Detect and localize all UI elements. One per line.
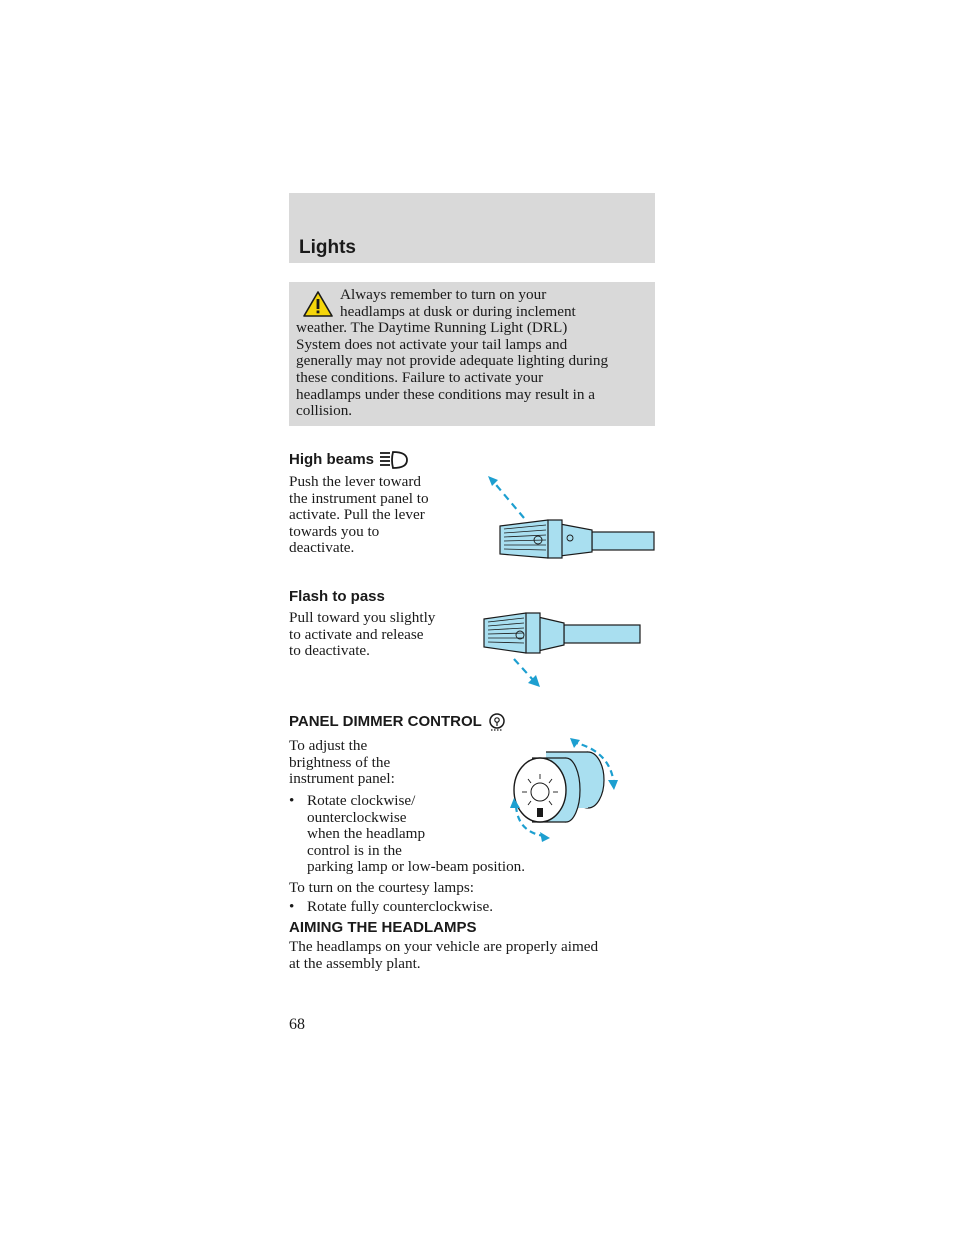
dimmer-knob-illustration [500,732,626,844]
courtesy-intro: To turn on the courtesy lamps: [289,879,474,896]
flash-to-pass-heading: Flash to pass [289,588,385,605]
warning-text: Always remember to turn on your headlamps at dusk or during inclement weather. The Daytime Running Light (DRL) System does not activate your tail lamps and generally may not provide adequate lighting during these conditions. Failure to activate your headlamps under these conditions may result in a collision. [296,286,609,420]
flash-to-pass-text: Pull toward you slightly to activate and release to deactivate. [289,609,436,660]
high-beam-icon [378,450,410,470]
panel-dimmer-intro: To adjust the brightness of the instrument panel: [289,737,395,788]
section-header [289,193,655,263]
aiming-text: The headlamps on your vehicle are properly aimed at the assembly plant. [289,938,599,972]
aiming-heading: AIMING THE HEADLAMPS [289,919,477,936]
flash-to-pass-lever-illustration [480,605,648,695]
page-number: 68 [289,1016,305,1033]
high-beams-text: Push the lever toward the instrument panel to activate. Pull the lever towards you to deactivate. [289,473,429,557]
high-beams-heading: High beams [289,450,410,470]
panel-dimmer-heading: PANEL DIMMER CONTROL [289,712,508,732]
dimmer-bullet-1: • Rotate clockwise/ ounterclockwise when the headlamp control is in the parking lamp or low-beam position. [289,792,526,876]
section-title: Lights [299,237,356,258]
warning-box [289,282,655,426]
dimmer-bullet-2: • Rotate fully counterclockwise. [289,898,493,915]
panel-dimmer-icon [486,712,508,732]
high-beam-lever-illustration [480,470,658,560]
